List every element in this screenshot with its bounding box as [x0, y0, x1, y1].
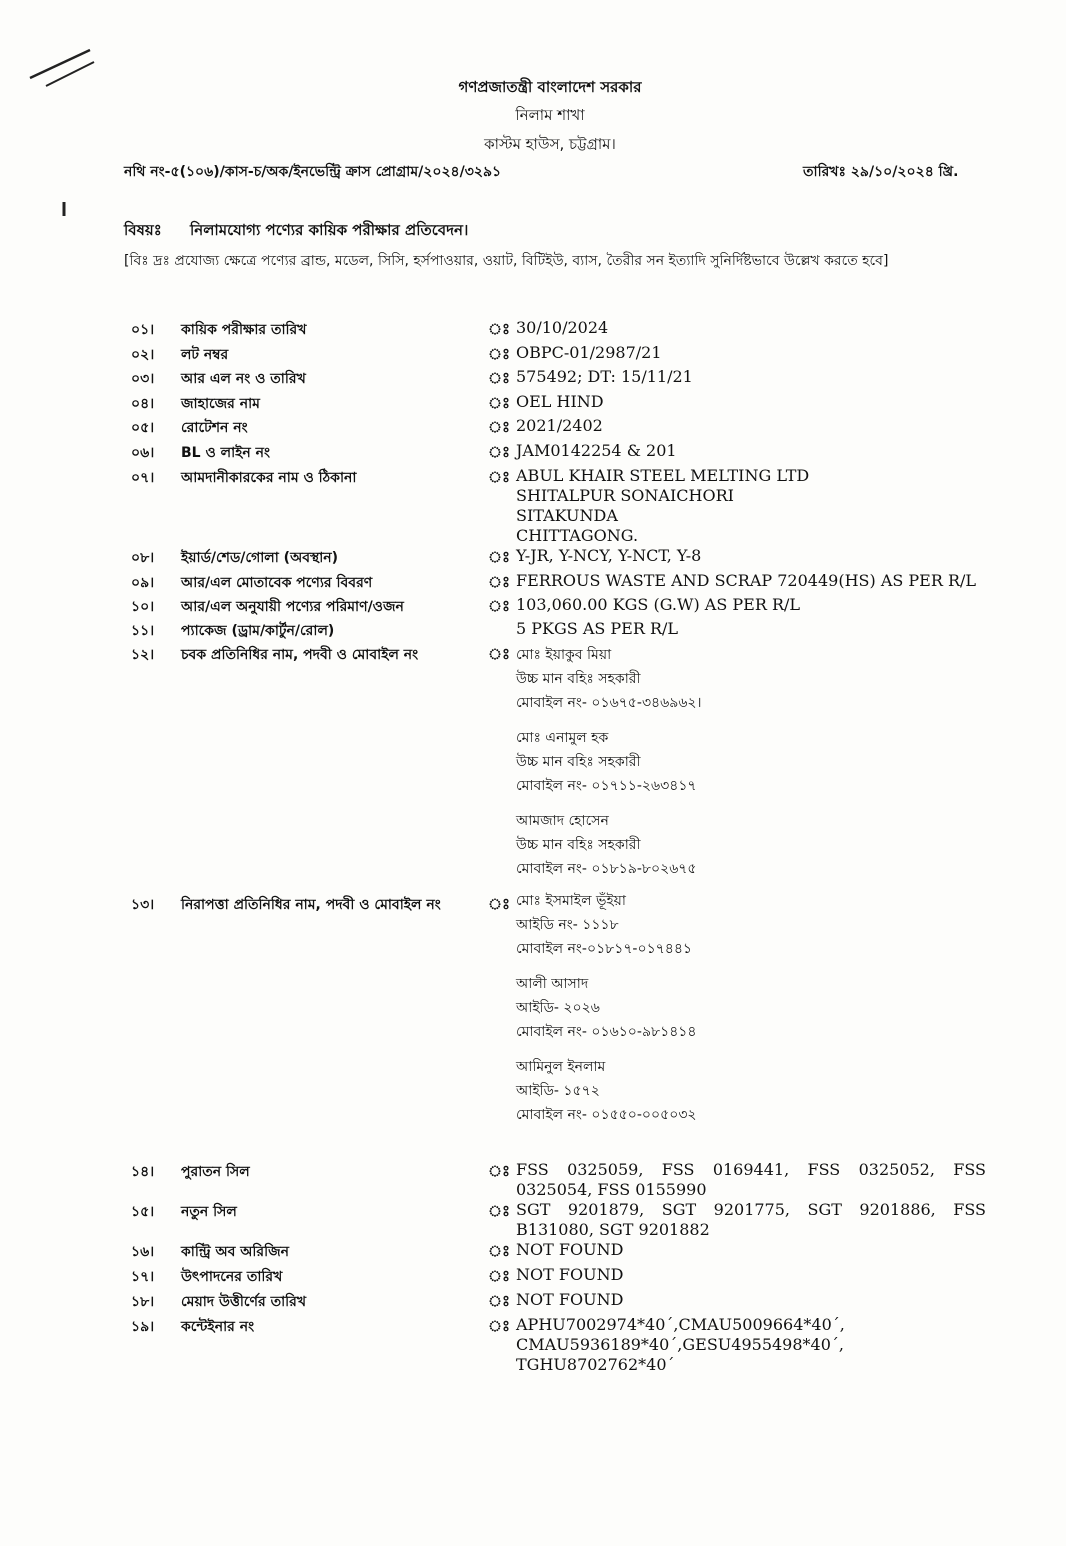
item-label: কন্টেইনার নং: [181, 1319, 255, 1335]
item-value-line: 5 PKGS AS PER R/L: [516, 619, 679, 638]
item-value: [516, 392, 986, 412]
rep-designation: উচ্চ মান বহিঃ সহকারী: [516, 837, 641, 853]
rep-name: মোঃ ইসমাইল ভূঁইয়া: [516, 893, 626, 909]
rep-id: আইডি- ১৫৭২: [516, 1083, 600, 1099]
item-number: ১০।: [131, 599, 155, 615]
item-label: নতুন সিল: [181, 1204, 237, 1220]
item-separator: ঃ: [488, 468, 511, 486]
item-number: ১৭।: [131, 1269, 155, 1285]
rep-name: মোঃ ইয়াকুব মিয়া: [516, 647, 612, 663]
item-value: [516, 1265, 986, 1285]
rep-designation: উচ্চ মান বহিঃ সহকারী: [516, 671, 641, 687]
port-rep-entry: [516, 809, 986, 881]
item-separator: ঃ: [488, 443, 511, 461]
item-value: [516, 416, 986, 436]
item-separator: ঃ: [488, 548, 511, 566]
item-value-line: 2021/2402: [516, 416, 603, 435]
report-item: [0, 1160, 1066, 1199]
item-number: ১২।: [131, 647, 155, 663]
rep-mobile: মোবাইল নং- ০১৫৫০-০০৫০৩২: [516, 1107, 697, 1123]
header-branch: নিলাম শাখা: [515, 106, 585, 124]
port-rep-entry: [516, 643, 986, 726]
item-label: কান্ট্রি অব অরিজিন: [181, 1244, 290, 1260]
item-separator: ঃ: [488, 1292, 511, 1310]
item-value: [516, 546, 986, 566]
item-number: ০৮।: [131, 550, 155, 566]
subject-label: বিষয়ঃ: [124, 221, 162, 239]
item-label: নিরাপত্তা প্রতিনিধির নাম, পদবী ও মোবাইল নং: [181, 897, 441, 913]
item-separator: ঃ: [488, 369, 511, 387]
report-item: [0, 546, 1066, 570]
report-item: [0, 595, 1066, 619]
item-value-line: SHITALPUR SONAICHORI: [516, 486, 734, 505]
item-value-line: FERROUS WASTE AND SCRAP 720449(HS) AS PER R/L: [516, 571, 977, 590]
security-rep-entry: [516, 889, 986, 972]
rep-mobile: মোবাইল নং- ০১৬৭৫-৩৪৬৯৬২।: [516, 695, 702, 711]
item-label: ইয়ার্ড/শেড/গোলা (অবস্থান): [181, 550, 339, 566]
item-number: ০৪।: [131, 396, 155, 412]
item-value-line: ABUL KHAIR STEEL MELTING LTD: [516, 466, 810, 485]
item-value-line: FSS 0325059, FSS 0169441, FSS 0325052, FSS 0325054, FSS 0155990: [516, 1160, 986, 1199]
document-date: তারিখঃ ২৯/১০/২০২৪ খ্রি.: [803, 164, 959, 180]
item-value-line: OEL HIND: [516, 392, 604, 411]
header-office: কাস্টম হাউস, চট্টগ্রাম।: [484, 135, 616, 153]
item-label: জাহাজের নাম: [181, 396, 260, 412]
item-number: ০৭।: [131, 470, 155, 486]
item-separator: ঃ: [488, 597, 511, 615]
item-separator: ঃ: [488, 1242, 511, 1260]
item-label: প্যাকেজ (ড্রাম/কার্টুন/রোল): [181, 623, 335, 639]
report-item: [0, 367, 1066, 391]
item-value-line: JAM0142254 & 201: [516, 441, 677, 460]
item-value-line: SGT 9201879, SGT 9201775, SGT 9201886, FSS B131080, SGT 9201882: [516, 1200, 986, 1239]
item-separator: ঃ: [488, 1162, 511, 1180]
item-value: [516, 367, 986, 387]
item-value: [516, 441, 986, 461]
pen-dot-mark: [58, 200, 70, 220]
item-number: ০৫।: [131, 420, 155, 436]
rep-mobile: মোবাইল নং- ০১৭১১-২৬৩৪১৭: [516, 778, 697, 794]
item-separator: ঃ: [488, 895, 511, 913]
item-value: [516, 595, 986, 615]
item-number: ১১।: [131, 623, 155, 639]
rep-id: আইডি নং- ১১১৮: [516, 917, 619, 933]
rep-name: আমিনুল ইনলাম: [516, 1059, 606, 1075]
item-number: ১৫।: [131, 1204, 155, 1220]
item-separator: ঃ: [488, 1267, 511, 1285]
security-rep-entry: [516, 1055, 986, 1127]
item-value-line: 575492; DT: 15/11/21: [516, 367, 693, 386]
rep-mobile: মোবাইল নং- ০১৮১৯-৮০২৬৭৫: [516, 861, 697, 877]
report-item: [0, 416, 1066, 440]
item-label: আর/এল অনুযায়ী পণ্যের পরিমাণ/ওজন: [181, 599, 404, 615]
item-value: [516, 343, 986, 363]
item-label: রোটেশন নং: [181, 420, 248, 436]
item-value: [516, 1160, 986, 1200]
item-number: ০৬।: [131, 445, 155, 461]
item-value-line: OBPC-01/2987/21: [516, 343, 662, 362]
rep-designation: উচ্চ মান বহিঃ সহকারী: [516, 754, 641, 770]
item-number: ০১।: [131, 322, 155, 338]
item-number: ১৩।: [131, 897, 155, 913]
rep-mobile: মোবাইল নং- ০১৬১০-৯৮১৪১৪: [516, 1024, 697, 1040]
item-label: চবক প্রতিনিধির নাম, পদবী ও মোবাইল নং: [181, 647, 419, 663]
rep-name: আলী আসাদ: [516, 976, 589, 992]
item-number: ১৮।: [131, 1294, 155, 1310]
report-item: [0, 1200, 1066, 1239]
report-item: [0, 343, 1066, 367]
item-value-line: NOT FOUND: [516, 1240, 624, 1259]
report-item: [0, 466, 1066, 545]
item-number: ১৪।: [131, 1164, 155, 1180]
item-value-line: Y-JR, Y-NCY, Y-NCT, Y-8: [516, 546, 702, 565]
item-number: ০২।: [131, 347, 155, 363]
report-item: [0, 1290, 1066, 1314]
rep-name: মোঃ এনামুল হক: [516, 730, 609, 746]
item-value-line: CMAU5936189*40΄,GESU4955498*40΄, TGHU8702762*40΄: [516, 1335, 844, 1374]
file-reference: নথি নং-৫(১০৬)/কাস-চ/অক/ইনভেন্ট্রি ক্রাস প্রোগ্রাম/২০২৪/৩২৯১: [124, 164, 502, 180]
item-number: ০৩।: [131, 371, 155, 387]
item-separator: ঃ: [488, 645, 511, 663]
security-representatives: [516, 889, 986, 1127]
item-separator: ঃ: [488, 418, 511, 436]
item-number: ১৬।: [131, 1244, 155, 1260]
item-label: পুরাতন সিল: [181, 1164, 250, 1180]
item-value-line: CHITTAGONG.: [516, 526, 639, 545]
item-label: মেয়াদ উত্তীর্ণের তারিখ: [181, 1294, 307, 1310]
item-separator: ঃ: [488, 1202, 511, 1220]
item-value-line: NOT FOUND: [516, 1290, 624, 1309]
item-value: [516, 318, 986, 338]
item-label: BL ও লাইন নং: [181, 445, 271, 461]
item-separator: ঃ: [488, 320, 511, 338]
item-label: উৎপাদনের তারিখ: [181, 1269, 283, 1285]
report-item: [0, 1315, 1066, 1374]
item-label: আর এল নং ও তারিখ: [181, 371, 306, 387]
item-value-line: SITAKUNDA: [516, 506, 618, 525]
item-number: ১৯।: [131, 1319, 155, 1335]
item-separator: ঃ: [488, 345, 511, 363]
header-government: গণপ্রজাতন্ত্রী বাংলাদেশ সরকার: [458, 78, 642, 96]
report-item: [0, 441, 1066, 465]
report-item: [0, 318, 1066, 342]
security-rep-entry: [516, 972, 986, 1055]
item-number: ০৯।: [131, 575, 155, 591]
report-item: [0, 1240, 1066, 1264]
port-rep-entry: [516, 726, 986, 809]
item-value-line: 30/10/2024: [516, 318, 609, 337]
item-value-line: NOT FOUND: [516, 1265, 624, 1284]
rep-id: আইডি- ২০২৬: [516, 1000, 600, 1016]
item-separator: ঃ: [488, 394, 511, 412]
item-label: লট নম্বর: [181, 347, 229, 363]
item-separator: ঃ: [488, 1317, 511, 1335]
port-representatives: [516, 643, 986, 881]
item-value: [516, 619, 986, 639]
instruction-note: [বিঃ দ্রঃ প্রযোজ্য ক্ষেত্রে পণ্যের ব্রান্ড, মডেল, সিসি, হর্সপাওয়ার, ওয়াট, বিটিইউ, ব্যাস, তৈরীর সন ইত্যাদি সুনির্দিষ্টভাবে উল্লেখ করতে হবে]: [124, 253, 889, 269]
rep-mobile: মোবাইল নং-০১৮১৭-০১৭৪৪১: [516, 941, 693, 957]
item-value-line: 103,060.00 KGS (G.W) AS PER R/L: [516, 595, 801, 614]
item-label: কায়িক পরীক্ষার তারিখ: [181, 322, 307, 338]
report-item: [0, 1265, 1066, 1289]
item-value: [516, 1240, 986, 1260]
item-value: [516, 466, 986, 546]
subject-text: নিলামযোগ্য পণ্যের কায়িক পরীক্ষার প্রতিবেদন।: [190, 221, 469, 239]
report-item: [0, 392, 1066, 416]
report-item: [0, 619, 1066, 643]
item-value: [516, 1290, 986, 1310]
item-value-line: APHU7002974*40΄,CMAU5009664*40΄,: [516, 1315, 845, 1334]
item-separator: ঃ: [488, 573, 511, 591]
report-item: [0, 571, 1066, 595]
subject-line: [124, 219, 468, 244]
item-value: [516, 1200, 986, 1240]
item-label: আমদানীকারকের নাম ও ঠিকানা: [181, 470, 357, 486]
item-label: আর/এল মোতাবেক পণ্যের বিবরণ: [181, 575, 373, 591]
item-value: [516, 571, 986, 591]
rep-name: আমজাদ হোসেন: [516, 813, 609, 829]
item-value: [516, 1315, 986, 1375]
